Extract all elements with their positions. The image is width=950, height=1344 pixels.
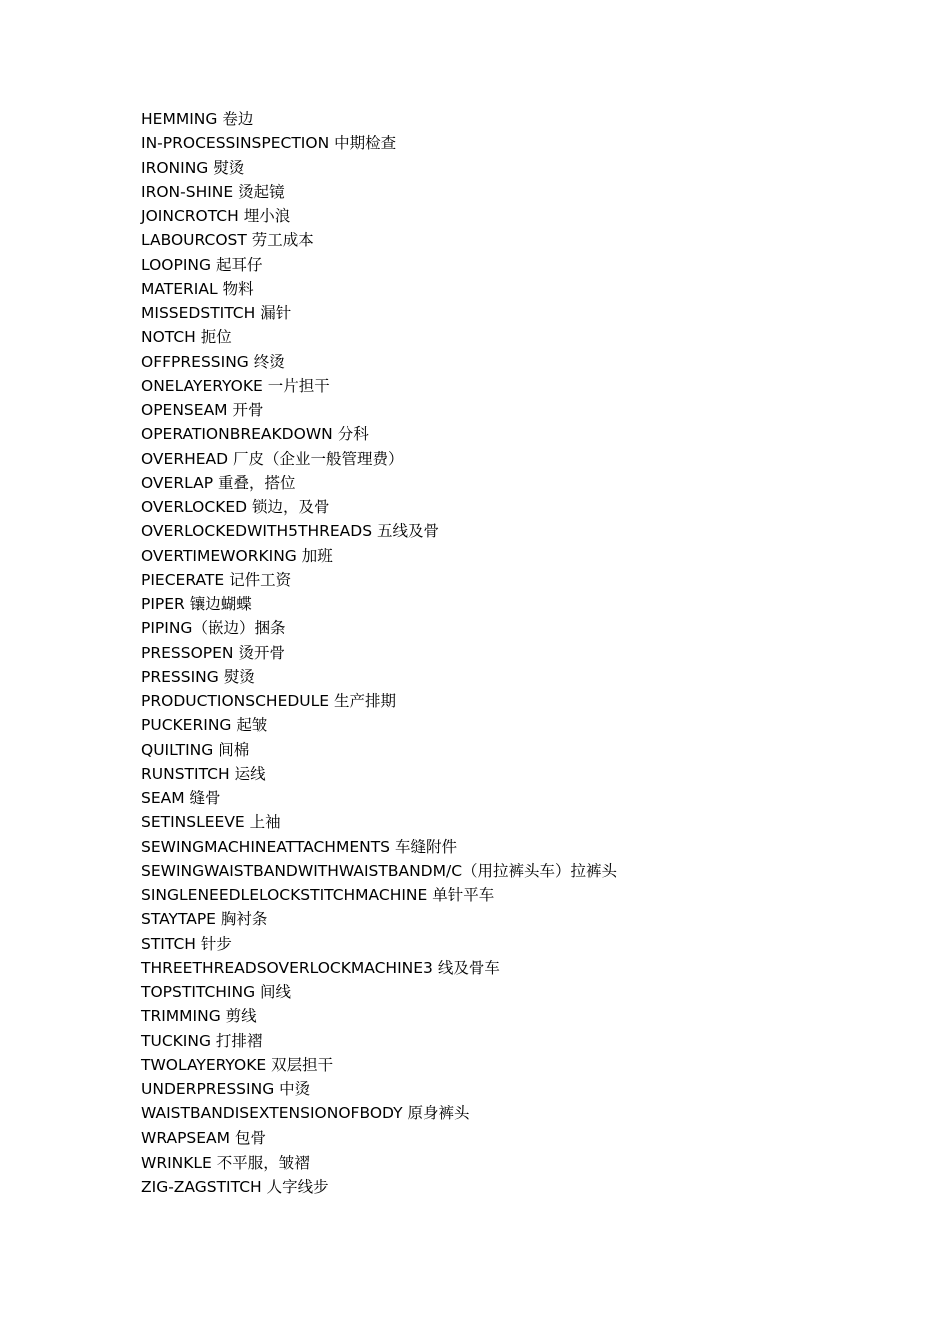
term-zh: 分科 [337, 425, 369, 444]
term-en: SEAM [141, 789, 185, 807]
term-en: PIECERATE [141, 570, 225, 589]
glossary-entry [141, 617, 661, 639]
glossary-entry [141, 1054, 661, 1076]
term-zh: 漏针 [260, 304, 292, 322]
term-zh: 烫起镜 [238, 182, 285, 201]
term-zh: 生产排期 [334, 692, 397, 710]
glossary-entry [141, 787, 661, 809]
glossary-entry [141, 326, 661, 348]
term-zh: 打排褶 [215, 1031, 263, 1050]
term-en: JOINCROTCH [141, 207, 239, 225]
glossary-entry [141, 593, 661, 615]
term-en: THREETHREADSOVERLOCKMACHINE3 [141, 958, 433, 977]
glossary-entry [141, 1005, 661, 1027]
term-en: OVERHEAD [141, 449, 229, 468]
term-en: PRESSOPEN [141, 643, 234, 662]
term-zh: 五线及骨 [376, 522, 439, 541]
term-en: STITCH [141, 934, 196, 953]
term-en: OPERATIONBREAKDOWN [141, 425, 333, 444]
term-en: PRESSING [141, 667, 219, 686]
glossary-entry [141, 205, 661, 227]
term-zh: 间棉 [218, 740, 250, 759]
term-zh: 缝骨 [189, 789, 221, 807]
glossary-entry [141, 1102, 661, 1124]
term-en: TRIMMING [141, 1007, 221, 1026]
glossary-entry [141, 278, 661, 300]
glossary-entry [141, 1030, 661, 1052]
term-en: ZIG-ZAGSTITCH [141, 1177, 262, 1196]
glossary-list [141, 108, 661, 1200]
glossary-entry [141, 351, 661, 373]
term-zh: 胸衬条 [220, 910, 268, 929]
term-en: PIPING [141, 619, 193, 638]
glossary-entry [141, 520, 661, 542]
glossary-entry [141, 933, 661, 955]
term-en: QUILTING [141, 740, 214, 759]
term-en: PUCKERING [141, 716, 232, 735]
term-zh: 双层担干 [271, 1055, 334, 1074]
term-en: SEWINGMACHINEATTACHMENTS [141, 837, 391, 856]
term-zh: 间线 [260, 983, 292, 1001]
term-en: SETINSLEEVE [141, 813, 245, 832]
glossary-entry [141, 1176, 661, 1198]
term-en: MATERIAL [141, 279, 218, 298]
glossary-entry [141, 472, 661, 494]
term-zh: 锁边，及骨 [252, 498, 330, 516]
glossary-entry [141, 1152, 661, 1174]
term-zh: 运线 [234, 764, 266, 783]
glossary-entry [141, 739, 661, 761]
term-en: MISSEDSTITCH [141, 304, 256, 322]
term-en: NOTCH [141, 328, 196, 347]
term-en: IN-PROCESSINSPECTION [141, 134, 330, 153]
glossary-entry [141, 302, 661, 324]
term-zh: 人字线步 [266, 1177, 329, 1196]
term-zh: 埋小浪 [243, 207, 291, 225]
glossary-entry [141, 448, 661, 470]
term-zh: 厂皮（企业一般管理费） [233, 449, 404, 468]
term-zh: 熨烫 [213, 158, 245, 177]
glossary-entry [141, 229, 661, 251]
term-zh: 劳工成本 [251, 231, 314, 250]
glossary-entry [141, 714, 661, 736]
term-zh: 针步 [200, 934, 232, 953]
term-zh: 记件工资 [229, 570, 292, 589]
glossary-entry [141, 811, 661, 833]
term-en: IRONING [141, 158, 209, 177]
term-zh: 物料 [222, 279, 254, 298]
glossary-entry [141, 108, 661, 130]
term-en: LABOURCOST [141, 231, 247, 250]
term-zh: 起耳仔 [215, 255, 263, 274]
term-en: IRON-SHINE [141, 182, 234, 201]
term-en: TUCKING [141, 1031, 211, 1050]
term-zh: 镶边蝴蝶 [189, 595, 252, 613]
term-zh: （用拉裤头车）拉裤头 [462, 861, 618, 880]
term-en: OFFPRESSING [141, 352, 249, 371]
term-zh: 终烫 [253, 352, 285, 371]
term-zh: 车缝附件 [394, 837, 457, 856]
term-zh: 包骨 [234, 1128, 266, 1147]
glossary-entry [141, 399, 661, 421]
glossary-entry [141, 132, 661, 154]
glossary-entry [141, 981, 661, 1003]
term-zh: 单针平车 [432, 886, 495, 904]
glossary-entry [141, 423, 661, 445]
term-en: RUNSTITCH [141, 764, 230, 783]
glossary-entry [141, 157, 661, 179]
term-zh: 加班 [301, 546, 333, 565]
glossary-entry [141, 860, 661, 882]
glossary-entry [141, 763, 661, 785]
term-en: OVERLOCKED [141, 498, 248, 516]
term-zh: 卷边 [222, 110, 254, 128]
term-en: WRAPSEAM [141, 1128, 231, 1147]
term-zh: 重叠，搭位 [217, 473, 296, 492]
term-zh: 线及骨车 [437, 958, 500, 977]
glossary-entry [141, 1078, 661, 1100]
glossary-entry [141, 908, 661, 930]
term-zh: 原身裤头 [407, 1104, 470, 1123]
term-zh: 开骨 [232, 401, 264, 419]
glossary-entry [141, 375, 661, 397]
glossary-entry [141, 836, 661, 858]
term-en: PRODUCTIONSCHEDULE [141, 692, 330, 710]
term-zh: 烫开骨 [238, 643, 285, 662]
term-en: STAYTAPE [141, 910, 216, 929]
term-en: WRINKLE [141, 1153, 212, 1172]
term-zh: （嵌边）捆条 [192, 619, 286, 638]
glossary-entry [141, 545, 661, 567]
term-en: OPENSEAM [141, 401, 228, 419]
term-en: UNDERPRESSING [141, 1080, 275, 1098]
term-zh: 起皱 [236, 716, 268, 735]
glossary-entry [141, 1127, 661, 1149]
term-en: LOOPING [141, 255, 212, 274]
glossary-entry [141, 254, 661, 276]
glossary-entry [141, 957, 661, 979]
term-en: PIPER [141, 595, 185, 613]
term-zh: 不平服，皱褶 [216, 1153, 310, 1172]
term-en: TWOLAYERYOKE [141, 1055, 267, 1074]
glossary-entry [141, 569, 661, 591]
term-en: OVERLOCKEDWITH5THREADS [141, 522, 373, 541]
term-en: OVERLAP [141, 473, 214, 492]
term-zh: 一片担干 [267, 376, 330, 395]
term-en: WAISTBANDISEXTENSIONOFBODY [141, 1104, 403, 1123]
term-zh: 剪线 [225, 1007, 257, 1026]
term-zh: 上袖 [249, 813, 281, 832]
term-en: TOPSTITCHING [141, 983, 256, 1001]
term-en: SEWINGWAISTBANDWITHWAISTBANDM/C [141, 861, 463, 880]
term-zh: 中期检查 [334, 134, 397, 153]
glossary-entry [141, 642, 661, 664]
term-zh: 熨烫 [223, 667, 255, 686]
glossary-entry [141, 666, 661, 688]
term-en: OVERTIMEWORKING [141, 546, 297, 565]
glossary-entry [141, 690, 661, 712]
term-en: HEMMING [141, 110, 218, 128]
glossary-entry [141, 884, 661, 906]
term-en: ONELAYERYOKE [141, 376, 263, 395]
term-zh: 扼位 [200, 328, 232, 347]
term-zh: 中烫 [279, 1080, 311, 1098]
glossary-entry [141, 181, 661, 203]
term-en: SINGLENEEDLELOCKSTITCHMACHINE [141, 886, 428, 904]
glossary-entry [141, 496, 661, 518]
